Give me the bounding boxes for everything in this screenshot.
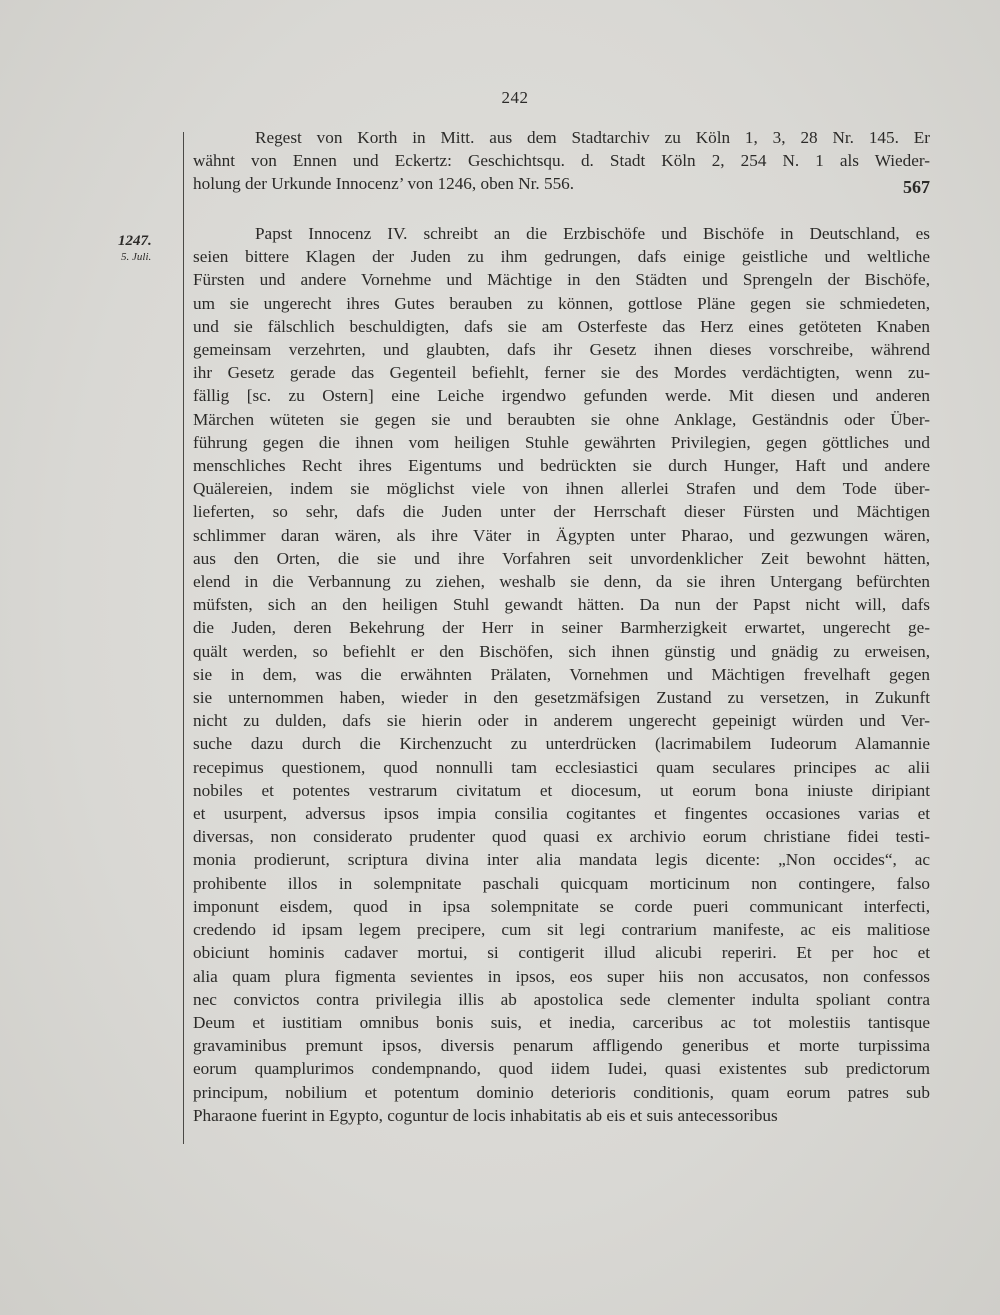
- text-line: Fürsten und andere Vornehme und Mächtige in den Städten und Sprengeln der Bischöfe,: [193, 270, 930, 290]
- text-line: Märchen wüteten sie gegen sie und beraubten sie ohne Anklage, Geständnis oder Über-: [193, 409, 930, 429]
- text-line: müfsten, sich an den heiligen Stuhl gewandt hätten. Da nun der Papst nicht will, dafs: [193, 595, 930, 615]
- margin-year: 1247.: [118, 233, 152, 249]
- text-line: principum, nobilium et potentum dominio deterioris conditionis, quam eorum patres sub: [193, 1082, 930, 1102]
- text-line: lieferten, so sehr, dafs die Juden unter der Herrschaft dieser Fürsten und Mächtigen: [193, 502, 930, 522]
- text-line: diversas, non considerato prudenter quod quasi ex archivio eorum christiane fidei testi-: [193, 827, 930, 847]
- text-line: nec convictos contra privilegia illis ab apostolica sede clementer indulta spoliant contra: [193, 989, 930, 1009]
- text-line: gravaminibus premunt ipsos, diversis penarum affligendo generibus et morte turpissima: [193, 1036, 930, 1056]
- text-line: alia quam plura figmenta sevientes in ipsos, eos super hiis non accusatos, non confessos: [193, 966, 930, 986]
- text-line: und sie fälschlich beschuldigten, dafs sie am Osterfeste das Herz eines getöteten Knaben: [193, 316, 930, 336]
- text-line: wähnt von Ennen und Eckertz: Geschichtsqu. d. Stadt Köln 2, 254 N. 1 als Wieder-: [193, 151, 930, 171]
- text-line: führung gegen die ihnen vom heiligen Stuhle gewährten Privilegien, gegen göttliches und: [193, 432, 930, 452]
- text-line: sie in dem, was die erwähnten Prälaten, Vornehmen und Mächtigen frevelhaft gegen: [193, 664, 930, 684]
- text-line: Papst Innocenz IV. schreibt an die Erzbischöfe und Bischöfe in Deutschland, es: [255, 224, 930, 243]
- text-line: gemeinsam verzehrten, und glaubten, dafs ihr Gesetz ihnen dieses vorschreibe, während: [193, 340, 930, 360]
- text-line: eorum quamplurimos condempnando, quod iidem Iudei, quasi existentes sub predictorum: [193, 1059, 930, 1079]
- entry-number: 567: [903, 177, 930, 197]
- text-line: et usurpent, adversus ipsos impia consilia cogitantes et fingentes occasiones varias et: [193, 804, 930, 824]
- paragraph-papst-innocenz: [193, 222, 930, 1127]
- text-line: elend in die Verbannung zu ziehen, weshalb sie denn, da sie ihren Untergang befürchten: [193, 572, 930, 592]
- text-line: nobiles et potentes vestrarum civitatum et diocesum, ut eorum bona iniuste diripiant: [193, 780, 930, 800]
- text-line: seien bittere Klagen der Juden zu ihm gedrungen, dafs einige geistliche und weltliche: [193, 247, 930, 267]
- text-line: recepimus questionem, quod nonnulli tam ecclesiastici quam seculares principes ac alii: [193, 757, 930, 777]
- text-line: imponunt eisdem, quod in ipsa solempnitate se corde pueri communicant interfecti,: [193, 896, 930, 916]
- text-line: prohibente illos in solempnitate paschali quicquam morticinum non contingere, falso: [193, 873, 930, 893]
- text-line: sie unternommen haben, wieder in den gesetzmäfsigen Zustand zu versetzen, in Zukunft: [193, 688, 930, 708]
- text-line: aus den Orten, die sie und ihre Vorfahren seit unvordenklicher Zeit bewohnt hätten,: [193, 548, 930, 568]
- text-line: nicht zu dulden, dafs sie hierin oder in anderem ungerecht gepeinigt würden und Ver-: [193, 711, 930, 731]
- text-line: credendo id ipsam legem precipere, cum sit legi contrarium manifeste, ac eis malitiose: [193, 920, 930, 940]
- text-line: fällig [sc. zu Ostern] eine Leiche irgendwo gefunden werde. Mit diesen und anderen: [193, 386, 930, 406]
- text-line: um sie ungerecht ihres Gutes berauben zu können, gottlose Pläne gegen sie schmiedeten,: [193, 293, 930, 313]
- text-line: holung der Urkunde Innocenz’ von 1246, oben Nr. 556.: [193, 174, 575, 194]
- text-line: Regest von Korth in Mitt. aus dem Stadtarchiv zu Köln 1, 3, 28 Nr. 145. Er: [255, 128, 930, 147]
- page-number: 242: [501, 88, 529, 107]
- text-line: Quälereien, indem sie möglichst viele von ihnen allerlei Strafen und dem Tode über-: [193, 479, 930, 499]
- margin-rule: [183, 132, 184, 1144]
- text-line: Deum et iustitiam omnibus bonis suis, et inedia, carceribus ac tot molestiis tantisque: [193, 1012, 930, 1032]
- text-line: obiciunt hominis cadaver mortui, si contigerit illud alicubi reperiri. Et per hoc et: [193, 943, 930, 963]
- text-line: suche dazu durch die Kirchenzucht zu unterdrücken (lacrimabilem Iudeorum Alamannie: [193, 734, 930, 754]
- text-line: Pharaone fuerint in Egypto, coguntur de locis inhabitatis ab eis et suis antecessoribus: [193, 1105, 778, 1125]
- text-line: schlimmer daran wären, als ihre Väter in Ägypten unter Pharao, und gezwungen wären,: [193, 525, 930, 545]
- text-line: quält werden, so befiehlt er den Bischöfen, sich ihnen günstig und gnädig zu erweisen,: [193, 641, 930, 661]
- text-line: monia prodierunt, scriptura divina inter alia mandata legis dicente: „Non occides“, ac: [193, 850, 930, 870]
- text-line: ihr Gesetz gerade das Gegenteil befiehlt, ferner sie des Mordes verdächtigten, wenn zu-: [193, 363, 930, 383]
- paragraph-regest: [193, 126, 930, 196]
- text-line: die Juden, deren Bekehrung der Herr in seiner Barmherzigkeit erwartet, ungerecht ge-: [193, 618, 930, 638]
- text-line: menschliches Recht ihres Eigentums und bedrückten sie durch Hunger, Haft und andere: [193, 456, 930, 476]
- margin-date: 5. Juli.: [121, 251, 152, 263]
